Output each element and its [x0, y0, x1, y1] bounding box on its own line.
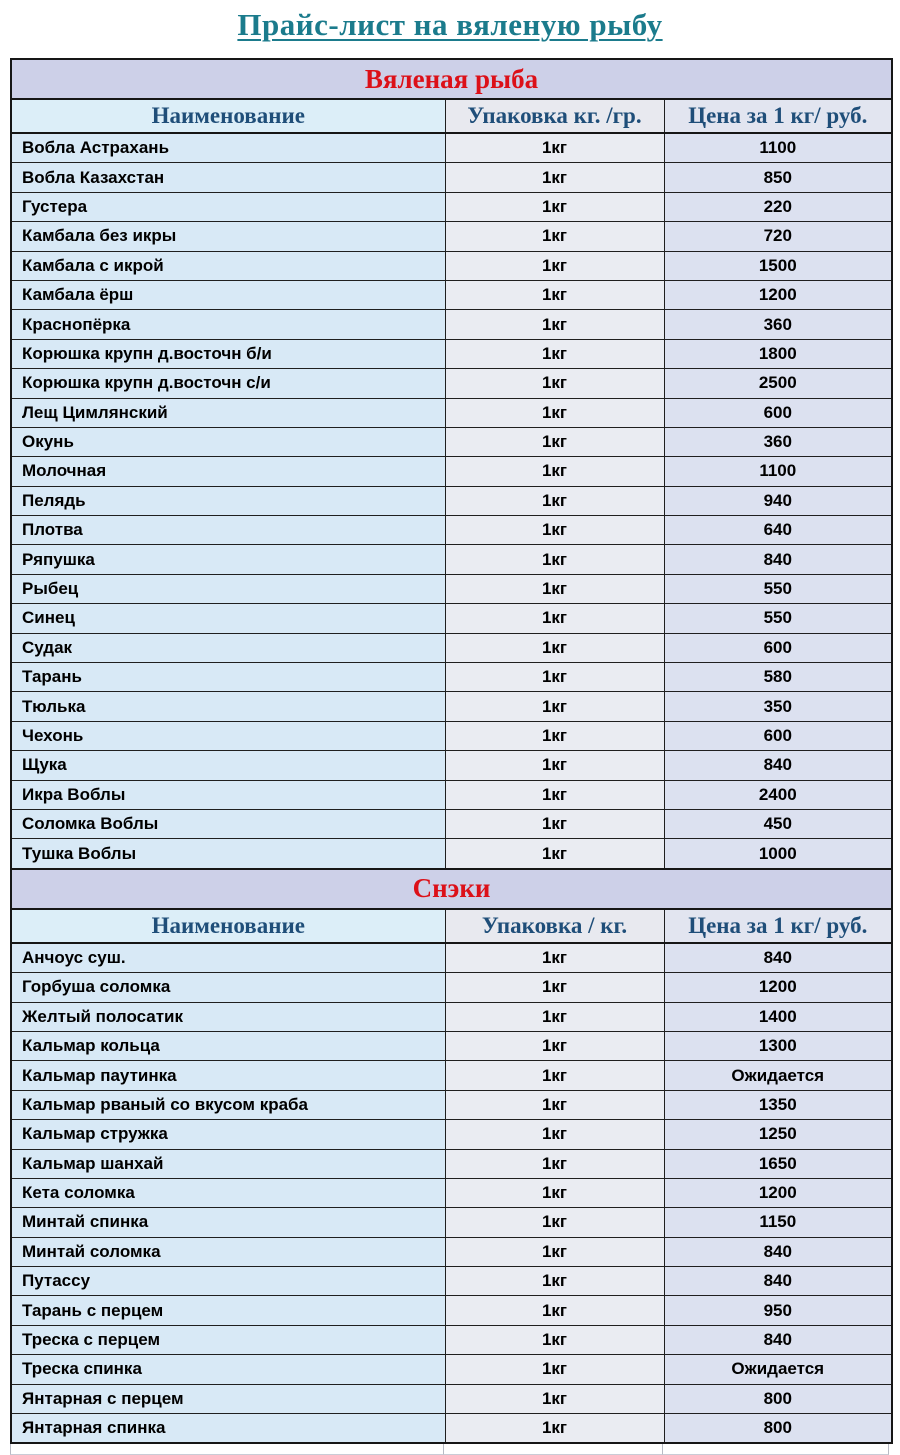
product-name: Кальмар стружка — [11, 1120, 445, 1149]
package-value: 1кг — [445, 339, 664, 368]
price-value: 950 — [664, 1296, 892, 1325]
price-value: 1400 — [664, 1002, 892, 1031]
price-value: 1100 — [664, 133, 892, 163]
table-row — [11, 1355, 892, 1384]
table-row — [11, 486, 892, 515]
package-value: 1кг — [445, 280, 664, 309]
empty-cell — [10, 1444, 443, 1455]
product-name: Щука — [11, 751, 445, 780]
product-name: Треска с перцем — [11, 1325, 445, 1354]
empty-cell — [662, 1444, 889, 1455]
price-value: 640 — [664, 516, 892, 545]
package-value: 1кг — [445, 1090, 664, 1119]
table-row — [11, 1414, 892, 1444]
table-row — [11, 1178, 892, 1207]
product-name: Корюшка крупн д.восточн с/и — [11, 369, 445, 398]
table-row — [11, 1090, 892, 1119]
price-value: 550 — [664, 604, 892, 633]
product-name: Тюлька — [11, 692, 445, 721]
product-name: Густера — [11, 192, 445, 221]
table-row — [11, 1325, 892, 1354]
table-row — [11, 398, 892, 427]
package-value: 1кг — [445, 192, 664, 221]
product-name: Янтарная с перцем — [11, 1384, 445, 1413]
column-header-price: Цена за 1 кг/ руб. — [664, 99, 892, 133]
table-row — [11, 427, 892, 456]
price-value: 800 — [664, 1384, 892, 1413]
product-name: Треска спинка — [11, 1355, 445, 1384]
table-row — [11, 310, 892, 339]
package-value: 1кг — [445, 398, 664, 427]
price-value: 2500 — [664, 369, 892, 398]
package-value: 1кг — [445, 251, 664, 280]
price-value: 220 — [664, 192, 892, 221]
product-name: Пелядь — [11, 486, 445, 515]
price-value: 1800 — [664, 339, 892, 368]
column-header-price: Цена за 1 кг/ руб. — [664, 909, 892, 943]
product-name: Судак — [11, 633, 445, 662]
package-value: 1кг — [445, 457, 664, 486]
package-value: 1кг — [445, 516, 664, 545]
price-value: 350 — [664, 692, 892, 721]
product-name: Тарань с перцем — [11, 1296, 445, 1325]
column-header-package: Упаковка / кг. — [445, 909, 664, 943]
package-value: 1кг — [445, 1237, 664, 1266]
product-name: Молочная — [11, 457, 445, 486]
table-row — [11, 1267, 892, 1296]
package-value: 1кг — [445, 1002, 664, 1031]
package-value: 1кг — [445, 1384, 664, 1413]
product-name: Корюшка крупн д.восточн б/и — [11, 339, 445, 368]
table-row — [11, 692, 892, 721]
price-value: 1500 — [664, 251, 892, 280]
price-value: 600 — [664, 721, 892, 750]
table-row — [11, 1296, 892, 1325]
section-title-row — [11, 59, 892, 99]
price-value: 840 — [664, 1267, 892, 1296]
package-value: 1кг — [445, 133, 664, 163]
package-value: 1кг — [445, 1296, 664, 1325]
product-name: Кета соломка — [11, 1178, 445, 1207]
product-name: Кальмар рваный со вкусом краба — [11, 1090, 445, 1119]
package-value: 1кг — [445, 1267, 664, 1296]
package-value: 1кг — [445, 163, 664, 192]
price-value: 1000 — [664, 839, 892, 869]
price-value: 940 — [664, 486, 892, 515]
price-value: 1300 — [664, 1031, 892, 1060]
empty-partial-row — [10, 1444, 889, 1455]
section-title: Снэки — [11, 869, 892, 909]
table-row — [11, 574, 892, 603]
package-value: 1кг — [445, 222, 664, 251]
product-name: Путассу — [11, 1267, 445, 1296]
package-value: 1кг — [445, 427, 664, 456]
package-value: 1кг — [445, 721, 664, 750]
table-row — [11, 1149, 892, 1178]
column-header-name: Наименование — [11, 99, 445, 133]
product-name: Кальмар шанхай — [11, 1149, 445, 1178]
product-name: Анчоус суш. — [11, 943, 445, 973]
table-row — [11, 1237, 892, 1266]
column-header-name: Наименование — [11, 909, 445, 943]
package-value: 1кг — [445, 943, 664, 973]
product-name: Плотва — [11, 516, 445, 545]
product-name: Камбала ёрш — [11, 280, 445, 309]
price-value: 720 — [664, 222, 892, 251]
product-name: Камбала с икрой — [11, 251, 445, 280]
table-row — [11, 604, 892, 633]
table-row — [11, 280, 892, 309]
table-row — [11, 163, 892, 192]
table-row — [11, 457, 892, 486]
package-value: 1кг — [445, 751, 664, 780]
price-value: 1100 — [664, 457, 892, 486]
table-row — [11, 133, 892, 163]
package-value: 1кг — [445, 1414, 664, 1444]
table-row — [11, 192, 892, 221]
product-name: Желтый полосатик — [11, 1002, 445, 1031]
product-name: Минтай спинка — [11, 1208, 445, 1237]
product-name: Лещ Цимлянский — [11, 398, 445, 427]
price-value: 1650 — [664, 1149, 892, 1178]
column-header-row — [11, 909, 892, 943]
table-row — [11, 369, 892, 398]
product-name: Вобла Астрахань — [11, 133, 445, 163]
product-name: Чехонь — [11, 721, 445, 750]
package-value: 1кг — [445, 1031, 664, 1060]
price-value: 840 — [664, 1237, 892, 1266]
product-name: Горбуша соломка — [11, 973, 445, 1002]
package-value: 1кг — [445, 604, 664, 633]
page-title: Прайс-лист на вяленую рыбу — [237, 7, 663, 42]
product-name: Камбала без икры — [11, 222, 445, 251]
price-value: 840 — [664, 1325, 892, 1354]
table-row — [11, 1061, 892, 1090]
column-header-package: Упаковка кг. /гр. — [445, 99, 664, 133]
table-row — [11, 222, 892, 251]
price-value: 840 — [664, 751, 892, 780]
product-name: Кальмар паутинка — [11, 1061, 445, 1090]
package-value: 1кг — [445, 663, 664, 692]
table-row — [11, 1208, 892, 1237]
table-row — [11, 1002, 892, 1031]
product-name: Окунь — [11, 427, 445, 456]
price-value: 580 — [664, 663, 892, 692]
table-row — [11, 663, 892, 692]
package-value: 1кг — [445, 839, 664, 869]
package-value: 1кг — [445, 973, 664, 1002]
price-value: 840 — [664, 545, 892, 574]
table-row — [11, 1031, 892, 1060]
product-name: Тушка Воблы — [11, 839, 445, 869]
price-value: 1350 — [664, 1090, 892, 1119]
price-value: 1200 — [664, 1178, 892, 1207]
package-value: 1кг — [445, 692, 664, 721]
section-snacks-rows — [11, 943, 892, 1444]
package-value: 1кг — [445, 1061, 664, 1090]
section-title: Вяленая рыба — [11, 59, 892, 99]
package-value: 1кг — [445, 486, 664, 515]
product-name: Синец — [11, 604, 445, 633]
product-name: Минтай соломка — [11, 1237, 445, 1266]
section-snacks — [11, 869, 892, 943]
price-value: Ожидается — [664, 1355, 892, 1384]
package-value: 1кг — [445, 574, 664, 603]
package-value: 1кг — [445, 1355, 664, 1384]
product-name: Соломка Воблы — [11, 809, 445, 838]
package-value: 1кг — [445, 780, 664, 809]
package-value: 1кг — [445, 1325, 664, 1354]
package-value: 1кг — [445, 1208, 664, 1237]
price-value: 850 — [664, 163, 892, 192]
section-dried-fish-rows — [11, 133, 892, 869]
product-name: Кальмар кольца — [11, 1031, 445, 1060]
price-value: 1200 — [664, 280, 892, 309]
table-row — [11, 943, 892, 973]
package-value: 1кг — [445, 809, 664, 838]
table-row — [11, 633, 892, 662]
table-row — [11, 973, 892, 1002]
package-value: 1кг — [445, 545, 664, 574]
package-value: 1кг — [445, 633, 664, 662]
package-value: 1кг — [445, 1178, 664, 1207]
package-value: 1кг — [445, 369, 664, 398]
table-row — [11, 809, 892, 838]
price-value: 1200 — [664, 973, 892, 1002]
product-name: Вобла Казахстан — [11, 163, 445, 192]
section-title-row — [11, 869, 892, 909]
product-name: Тарань — [11, 663, 445, 692]
table-row — [11, 251, 892, 280]
table-row — [11, 721, 892, 750]
price-value: 600 — [664, 633, 892, 662]
product-name: Икра Воблы — [11, 780, 445, 809]
table-row — [11, 780, 892, 809]
column-header-row — [11, 99, 892, 133]
table-row — [11, 339, 892, 368]
table-row — [11, 839, 892, 869]
price-table — [10, 58, 893, 1444]
package-value: 1кг — [445, 1149, 664, 1178]
price-value: 360 — [664, 427, 892, 456]
table-row — [11, 545, 892, 574]
price-value: 600 — [664, 398, 892, 427]
price-value: 1250 — [664, 1120, 892, 1149]
price-value: 800 — [664, 1414, 892, 1444]
product-name: Ряпушка — [11, 545, 445, 574]
table-row — [11, 516, 892, 545]
table-row — [11, 1384, 892, 1413]
table-row — [11, 1120, 892, 1149]
price-value: 1150 — [664, 1208, 892, 1237]
price-value: 450 — [664, 809, 892, 838]
price-value: 840 — [664, 943, 892, 973]
price-value: 360 — [664, 310, 892, 339]
product-name: Рыбец — [11, 574, 445, 603]
price-value: 550 — [664, 574, 892, 603]
product-name: Краснопёрка — [11, 310, 445, 339]
package-value: 1кг — [445, 310, 664, 339]
price-value: Ожидается — [664, 1061, 892, 1090]
product-name: Янтарная спинка — [11, 1414, 445, 1444]
package-value: 1кг — [445, 1120, 664, 1149]
price-value: 2400 — [664, 780, 892, 809]
table-row — [11, 751, 892, 780]
section-dried-fish — [11, 59, 892, 133]
empty-cell — [443, 1444, 662, 1455]
